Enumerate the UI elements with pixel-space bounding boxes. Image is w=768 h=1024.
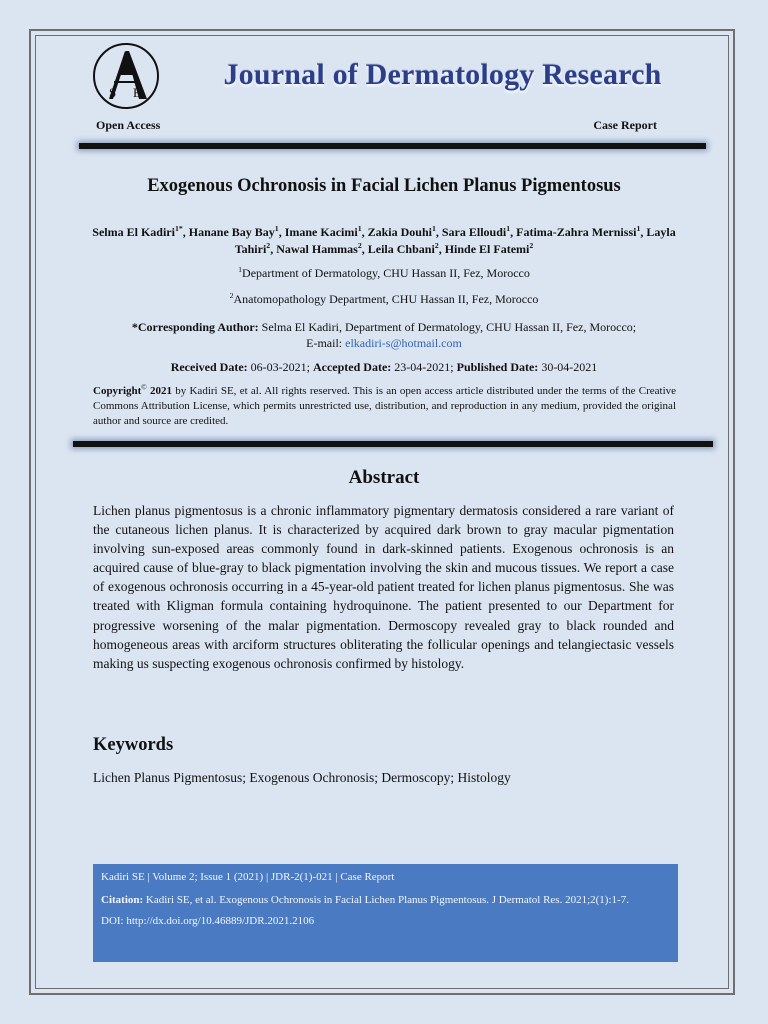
citation-text: Citation: Kadiri SE, et al. Exogenous Ochronosis in Facial Lichen Planus Pigmentosus. J Dermatol Res. 2021;2(1):1-7. [101, 894, 629, 906]
abstract-heading: Abstract [348, 467, 420, 488]
logo-letter-e: E [133, 85, 141, 100]
doi-link[interactable]: DOI: http://dx.doi.org/10.46889/JDR.2021.2106 [101, 915, 315, 927]
article-type-label: Case Report [593, 118, 657, 132]
section-divider [73, 441, 713, 447]
journal-logo [93, 43, 159, 109]
journal-title: Journal of Dermatology Research [223, 58, 662, 91]
email-link[interactable]: elkadiri-s@hotmail.com [345, 336, 462, 350]
article-dates: Received Date: 06-03-2021; Accepted Date: 23-04-2021; Published Date: 30-04-2021 [170, 360, 598, 374]
affiliation-1: $^1$Department of Dermatology, CHU Hassan II, Fez, Morocco [238, 265, 530, 280]
abstract-text: Lichen planus pigmentosus is a chronic inflammatory pigmentary dermatosis considered a rare variant of the cutaneous lichen planus. It is characterized by acquired dark brown to gray macular pigmentation involving sun-exposed areas commonly found in dark-skinned patients. Exogenous ochronosis is an acquired cause of blue-gray to black pigmentation involving the skin and mucous tissues. We report a case of exogenous ochronosis occurring in a 45-year-old patient treated for lichen planus pigmentosus. She was treated with Kligman formula containing hydroquinone. The patient presented to our Department for progressive worsening of the malar pigmentation. Dermoscopy revealed gray to black rounded and homogeneous areas with arciform structures obliterating the follicular openings and telangiectasic vessels making us suspecting exogenous ochronosis confirmed by histology. [93, 503, 674, 671]
article-title: Exogenous Ochronosis in Facial Lichen Planus Pigmentosus [147, 176, 621, 196]
logo-letter-s: S [109, 85, 117, 100]
keywords-text: Lichen Planus Pigmentosus; Exogenous Ochronosis; Dermoscopy; Histology [93, 770, 511, 785]
keywords-heading: Keywords [93, 735, 174, 755]
affiliation-2: $^2$Anatomopathology Department, CHU Hassan II, Fez, Morocco [229, 291, 539, 306]
author-list: Selma El Kadiri$^{1*}$, Hanane Bay Bay$^1$, Imane Kacimi$^1$, Zakia Douhi$^1$, Sara Elloudi$^1$, Fatima-Zahra Mernissi$^1$, Layla Tahiri$^2$, Nawal Hammas$^2$, Leila Chbani$^2$, Hinde El Fatemi$^2$ [92, 224, 676, 256]
series-info: Kadiri SE | Volume 2; Issue 1 (2021) | JDR-2(1)-021 | Case Report [101, 871, 395, 883]
copyright-notice: Copyright© 2021 by Kadiri SE, et al. All rights reserved. This is an open access article distributed under the terms of the Creative Commons Attribution License, which permits unrestricted use, distribution, and reproduction in any medium, provided the original author and source are credited. [93, 383, 677, 427]
corresponding-author: *Corresponding Author: Selma El Kadiri, Department of Dermatology, CHU Hassan II, Fez, Morocco; E-mail: elkadiri-s@hotmail.com [131, 320, 637, 350]
citation-box [93, 864, 678, 962]
header-divider [79, 143, 706, 149]
open-access-label: Open Access [96, 118, 161, 132]
